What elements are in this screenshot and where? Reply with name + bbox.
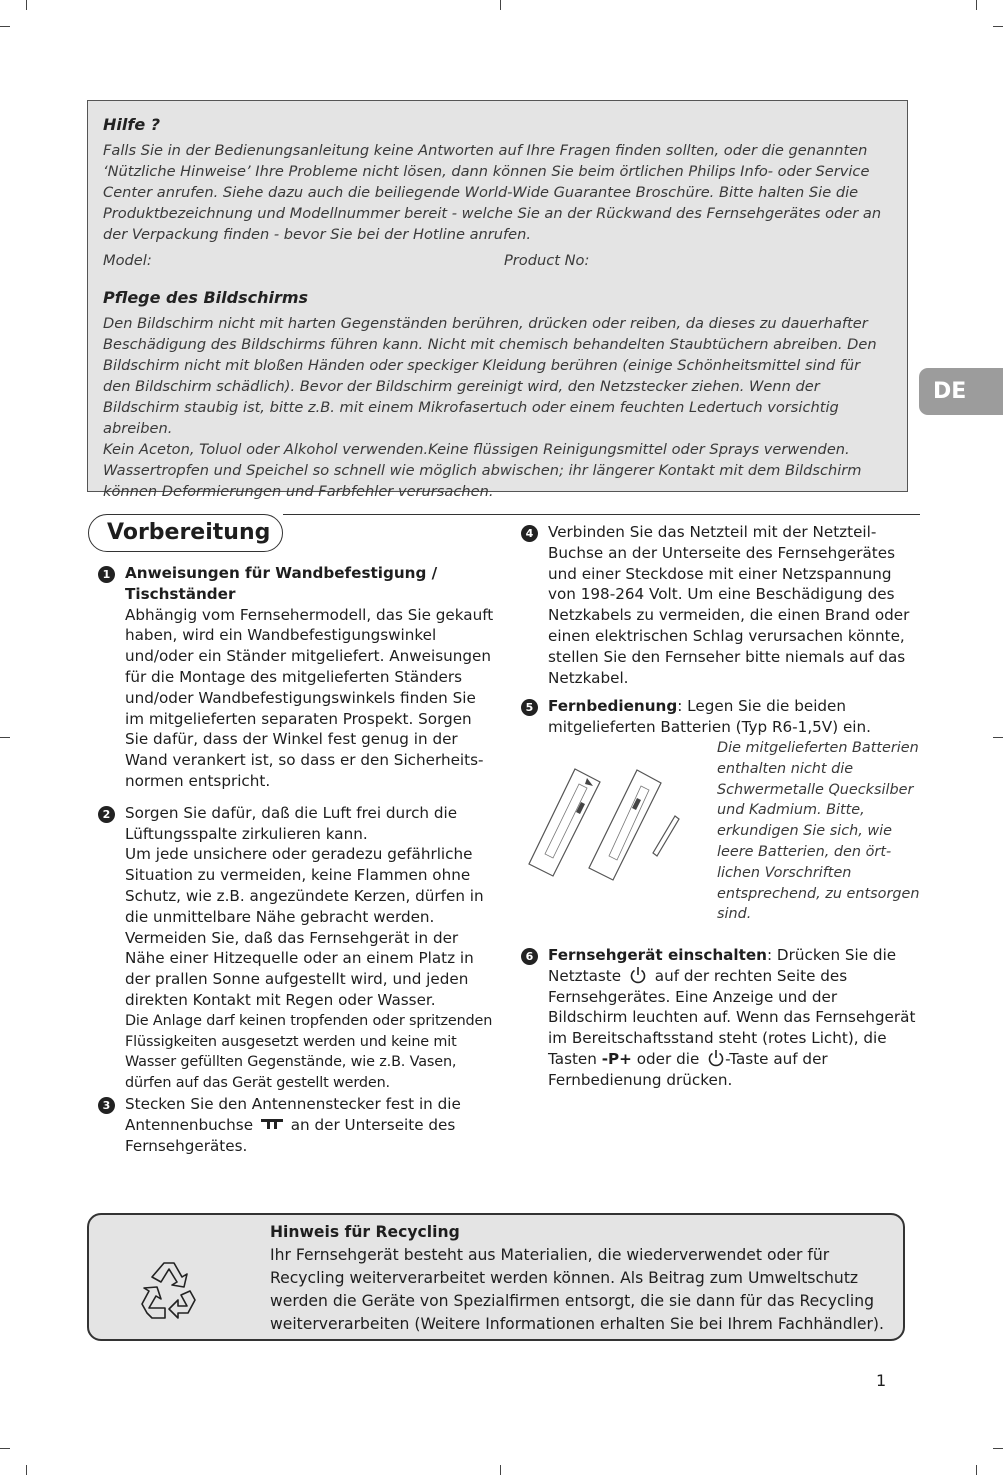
step-2-body-2: Um jede unsichere oder geradezu gefährliche Situation zu vermeiden, keine Flammen ohne Schutz, wie z.B. angezündete Kerzen, dürfen in die unmittelbare Nähe gebracht werden. Vermeiden Sie, daß das Fernsehgerät in der Nähe einer Hitzequelle oder an einem Platz in der prallen Sonne aufgestellt wird, und jeden direkten Kontakt mit Regen oder Wasser.: [125, 845, 484, 1009]
step-1-body: Abhängig vom Fernsehermodell, das Sie gekauft haben, wird ein Wandbefestigungswinkel und/oder ein Ständer mitgeliefert. Anweisungen für die Montage des mitgelieferten Ständers und/oder Wandbefestigungswinkels finden Sie im mitgelieferten separaten Prospekt. Sorgen Sie dafür, dass der Winkel fest genug in der Wand verankert ist, so dass er den Sicherheits-normen entspricht.: [125, 605, 494, 790]
crop-mark: [500, 0, 501, 10]
battery-note: Die mitgelieferten Batterien enthalten nicht die Schwermetalle Quecksilber und Kadmium. Bitte, erkundigen Sie sich, wie leere Batterien, den ört-lichen Vorschriften entsprechend, zu entsorgen sind.: [717, 739, 920, 923]
step-6-title: Fernsehgerät einschalten: [548, 945, 767, 964]
step-3-body-a: Stecken Sie den Antennenstecker fest in die Antennenbuchse: [125, 1094, 461, 1134]
section-title: Vorbereitung: [88, 514, 283, 552]
step-4: [521, 522, 921, 688]
section-rule: [283, 514, 920, 515]
crop-mark: [0, 737, 10, 738]
step-6: [521, 945, 921, 1091]
step-6-body-d: -Taste auf der Fernbedienung drücken.: [548, 1049, 828, 1089]
step-2: [98, 803, 498, 1094]
step-3-body-b: an der Unterseite des Fernsehgerätes.: [125, 1115, 456, 1155]
right-column: [521, 522, 921, 1091]
crop-mark: [26, 0, 27, 10]
crop-mark: [26, 1465, 27, 1475]
power-icon: [629, 966, 647, 984]
step-1-title: Anweisungen für Wandbefestigung / Tischständer: [125, 564, 438, 603]
step-5: [521, 696, 921, 938]
help-box: [87, 100, 908, 500]
step-6-body-c: oder die: [636, 1049, 700, 1068]
antenna-socket-icon: [261, 1118, 283, 1130]
step-1: [98, 563, 498, 792]
step-4-body: Verbinden Sie das Netzteil mit der Netzteil-Buchse an der Unterseite des Fernsehgerätes und einer Steckdose mit einer Netzspannung von 198-264 Volt. Um eine Beschädigung des Netzkabels zu vermeiden, die einen Brand oder einen elektrischen Schlag verursachen könnte, stellen Sie den Fernseher bitte niemals auf das Netzkabel.: [548, 523, 910, 687]
step-6-body-b: auf der rechten Seite des Fernsehgerätes. Eine Anzeige und der Bildschirm leuchten auf. Wenn das Fernsehgerät im Bereitschaftsstand steht (rotes Licht), die Tasten: [548, 966, 916, 1068]
remote-battery-area: [521, 738, 921, 938]
step-5-title: Fernbedienung: [548, 697, 678, 716]
care-title: Pflege des Bildschirms: [103, 288, 309, 307]
recycling-title: Hinweis für Recycling: [270, 1223, 460, 1241]
crop-mark: [500, 1465, 501, 1475]
help-body: Falls Sie in der Bedienungsanleitung keine Antworten auf Ihre Fragen finden sollten, oder die genannten ‘Nützliche Hinweise’ Ihre Probleme nicht lösen, dann können Sie beim örtlichen Philips Info- oder Service Center anrufen. Siehe dazu auch die beiliegende World-Wide Guarantee Broschüre. Bitte halten Sie die Produktbezeichnung und Modellnummer bereit - welche Sie an der Rückwand des Fernsehgerätes oder an der Verpackung finden - bevor Sie bei der Hotline anrufen.: [103, 142, 882, 243]
page-number: 1: [876, 1371, 887, 1390]
program-keys-label: -P+: [601, 1049, 632, 1068]
crop-mark: [993, 737, 1003, 738]
recycling-body: Ihr Fernsehgerät besteht aus Materialien, die wiederverwendet oder für Recycling weiterverarbeitet werden können. Als Beitrag zum Umweltschutz werden die Geräte von Spezialfirmen entsorgt, die sie dann für das Recycling weiterverarbeiten (Weitere Informationen erhalten Sie bei Ihrem Fachhändler).: [270, 1246, 884, 1333]
step-number: 1: [98, 566, 115, 583]
crop-mark: [976, 0, 977, 10]
left-column: [98, 563, 498, 1156]
model-label: Model:: [103, 252, 152, 269]
recycling-text: [270, 1221, 895, 1336]
model-row: [103, 250, 892, 271]
step-3: [98, 1094, 498, 1156]
crop-mark: [976, 1465, 977, 1475]
step-2-body-1: Sorgen Sie dafür, daß die Luft frei durch die Lüftungsspalte zirkulieren kann.: [125, 803, 458, 843]
step-number: 4: [521, 525, 538, 542]
step-5-body: : Legen Sie die beiden mitgelieferten Batterien (Typ R6-1,5V) ein.: [548, 697, 871, 737]
step-6-body-a: : Drücken Sie die Netztaste: [548, 945, 897, 985]
step-2-body-3: Die Anlage darf keinen tropfenden oder spritzenden Flüssigkeiten ausgesetzt werden und keine mit Wasser gefüllten Gegenstände, wie z.B. Vasen, dürfen auf das Gerät gestellt werden.: [125, 1012, 493, 1092]
product-label: Product No:: [504, 252, 590, 269]
step-number: 2: [98, 806, 115, 823]
crop-mark: [0, 26, 10, 27]
step-number: 6: [521, 948, 538, 965]
care-body: Den Bildschirm nicht mit harten Gegenständen berühren, drücken oder reiben, da dieses zu dauerhafter Beschädigung des Bildschirms führen kann. Nicht mit chemisch behandelten Staubtüchern abreiben. Den Bildschirm nicht mit bloßen Händen oder speckiger Kleidung berühren (einige Schönheitsmittel sind für den Bildschirm schädlich). Bevor der Bildschirm gereinigt wird, den Netzstecker ziehen. Wenn der Bildschirm staubig ist, bitte z.B. mit einem Mikrofasertuch oder einem feuchten Ledertuch vorsichtig abreiben.: [103, 315, 877, 437]
crop-mark: [993, 26, 1003, 27]
standby-power-icon: [707, 1049, 725, 1067]
help-title: Hilfe ?: [103, 115, 161, 134]
recycling-icon: [134, 1257, 204, 1327]
crop-mark: [0, 1448, 10, 1449]
recycling-box: [87, 1213, 905, 1341]
step-number: 3: [98, 1097, 115, 1114]
care-body-2: Kein Aceton, Toluol oder Alkohol verwenden.Keine flüssigen Reinigungsmittel oder Sprays verwenden. Wassertropfen und Speichel so schnell wie möglich abwischen; ihr längerer Kontakt mit dem Bildschirm können Deformierungen und Farbfehler verursachen.: [103, 441, 862, 500]
step-number: 5: [521, 699, 538, 716]
remote-control-illustration: [525, 764, 685, 884]
crop-mark: [993, 1448, 1003, 1449]
language-tab: DE: [919, 368, 1003, 415]
